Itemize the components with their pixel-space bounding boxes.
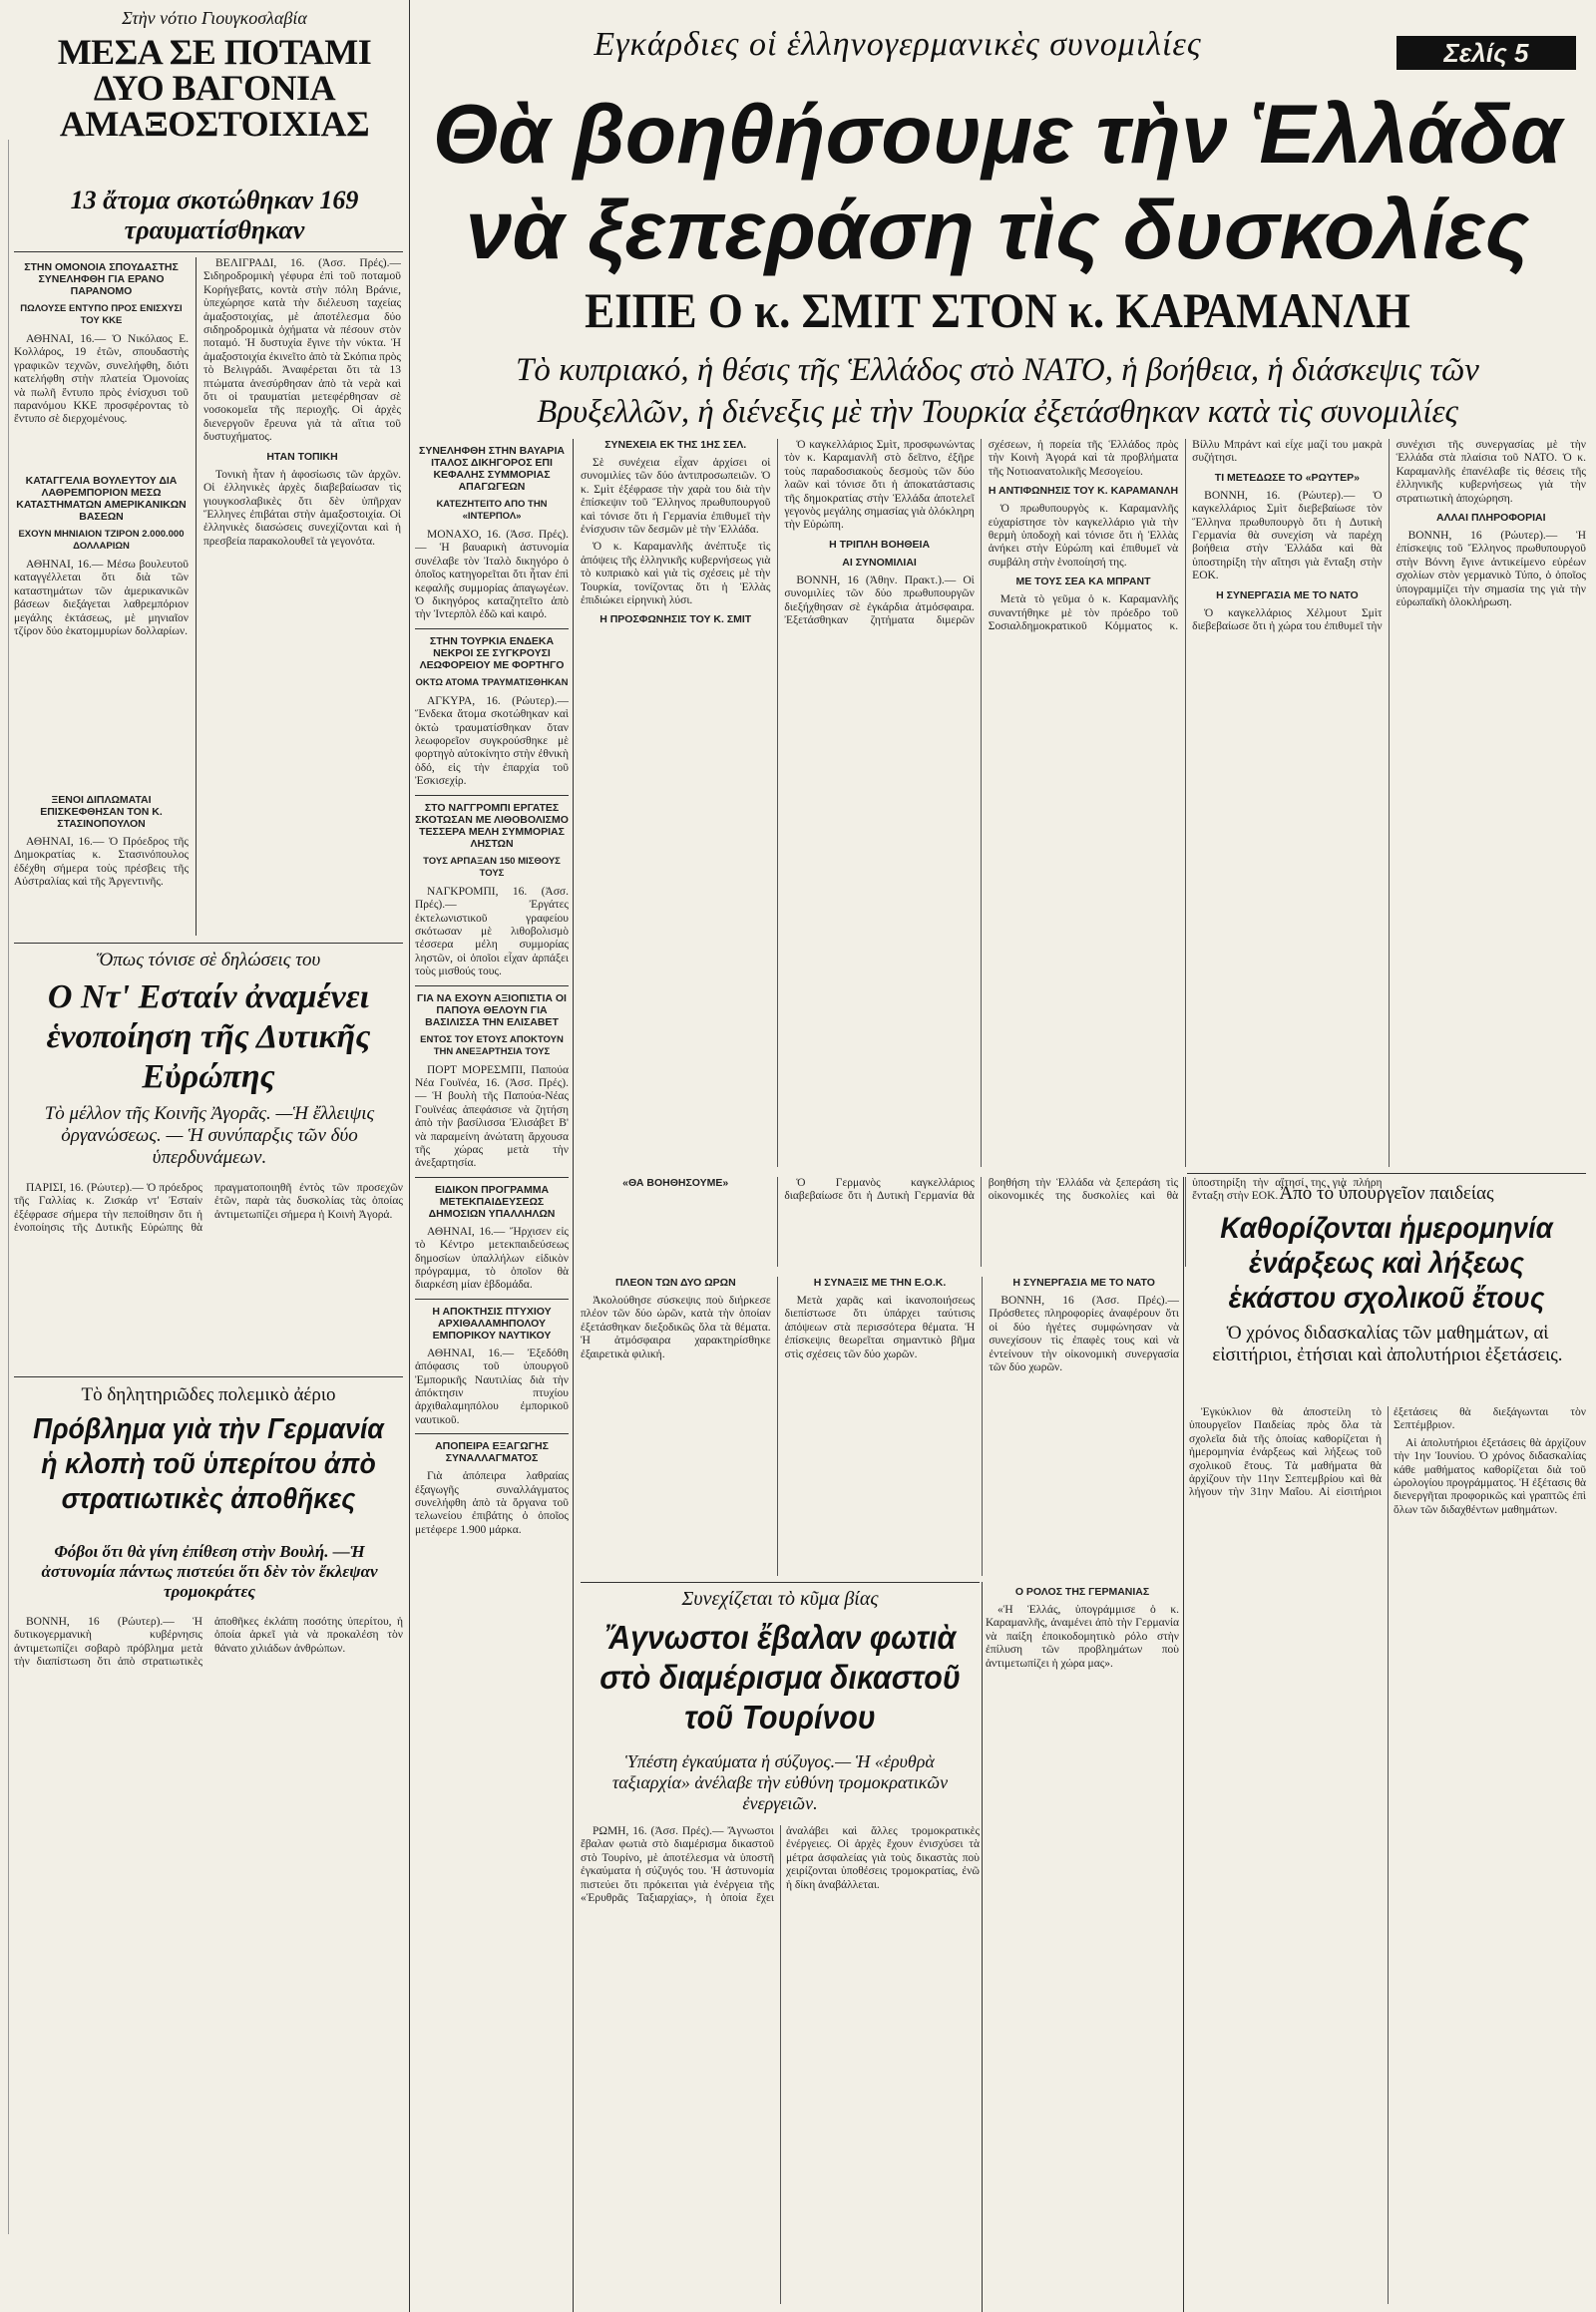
- rail-deck: 13 ἄτομα σκοτώθηκαν 169 τραυματίσθηκαν: [70, 186, 359, 244]
- gas-kicker: Τὸ δηλητηριῶδες πολεμικὸ ἀέριο: [81, 1384, 336, 1405]
- talks-sec11: ΑΛΛΑΙ ΠΛΗΡΟΦΟΡΙΑΙ: [1435, 512, 1546, 525]
- top-kicker: Εγκάρδιες οἱ ἑλληνογερμανικὲς συνομιλίες: [594, 26, 1202, 63]
- colA-box7-title: ΑΠΟΠΕΙΡΑ ΕΞΑΓΩΓΗΣ ΣΥΝΑΛΛΑΓΜΑΤΟΣ: [435, 1440, 549, 1465]
- colA-box1-subtitle: ΚΑΤΕΖΗΤΕΙΤΟ ΑΠΟ ΤΗΝ «ΙΝΤΕΡΠΟΛ»: [436, 499, 548, 522]
- rail-box3: [14, 788, 189, 928]
- talks-p8: Μετὰ χαρᾶς καὶ ἱκανοποιήσεως διεπίστωσε ὅτι ὑπάρχει ταύτισις ἀπόψεων στὰ περισσότερα θέματα. Ἡ ἐπίσκεψις θεωρεῖται σημαντικὸ βῆμα στὶς σχέσεις τῶν δύο χωρῶν.: [784, 1295, 976, 1360]
- rail-headline: ΜΕΣΑ ΣΕ ΠΟΤΑΜΙ ΔΥΟ ΒΑΓΟΝΙΑ ΑΜΑΞΟΣΤΟΙΧΙΑΣ: [57, 32, 372, 144]
- talks-continuation: ΣΥΝΕΧΕΙΑ ΕΚ ΤΗΣ 1ΗΣ ΣΕΛ.: [604, 439, 747, 451]
- turin-text: [581, 1825, 980, 2304]
- colA-box4-text: ΠΟΡΤ ΜΟΡΕΣΜΠΙ, Παπούα Νέα Γουϊνέα, 16. (Ἀσσ. Πρές).— Ἡ βουλὴ τῆς Παπούα-Νέας Γουϊνέας ἀπεφάσισε νὰ ζητήση ἀπὸ τὴν βασίλισσα Ἐλισάβετ Β' νὰ παραμείνη ἀνώτατη ἄρχουσα τῆς χώρας μετὰ τὴν ἀνεξαρτησία.: [415, 1063, 569, 1170]
- colA-box3-text: ΝΑΓΚΡΟΜΠΙ, 16. (Ἀσσ. Πρές).— Ἐργάτες ἐκτελωνιστικοῦ γραφείου σκότωσαν μὲ λιθοβολισμὸ τέσσερα μέλη συμμορίας ληστῶν, οἱ ὁποῖοι εἶχαν ἁρπάξει τοὺς μισθούς τους.: [415, 885, 569, 978]
- talks-article-continuation: [986, 1586, 1179, 2304]
- rail-box2: [14, 469, 189, 768]
- rail-box2-text: ΑΘΗΝΑΙ, 16.— Μέσω βουλευτοῦ καταγγέλλεται ὅτι διὰ τῶν καταστημάτων τῶν ἀμερικανικῶν βάσεων διεξάγεται λαθρεμπόριον μεγάλης ἐκτάσεως, μὲ μηνιαῖον τζίρον δύο ἑκατομμυρίων δολλαρίων.: [14, 559, 189, 638]
- talks-sec4: Η ΠΡΟΣΦΩΝΗΣΙΣ ΤΟΥ Κ. ΣΜΙΤ: [599, 613, 752, 626]
- talks-p10: Μετὰ τὸ γεῦμα ὁ κ. Καραμανλῆς συναντήθηκε μὲ τὸν πρόεδρο τοῦ Σοσιαλδημοκρατικοῦ Κόμματος κ. Βίλλυ Μπράντ καὶ εἶχε μαζί του μακρὰ συζήτησι.: [988, 439, 1383, 633]
- rail-box1-subtitle: ΠΩΛΟΥΣΕ ΕΝΤΥΠΟ ΠΡΟΣ ΕΝΙΣΧΥΣΙ ΤΟΥ ΚΚΕ: [20, 303, 183, 326]
- colA-box3-title: ΣΤΟ ΝΑΓΓΡΟΜΠΙ ΕΡΓΑΤΕΣ ΣΚΟΤΩΣΑΝ ΜΕ ΛΙΘΟΒΟΛΙΣΜΟ ΤΕΣΣΕΡΑ ΜΕΛΗ ΣΥΜΜΟΡΙΑΣ ΛΗΣΤΩΝ: [415, 801, 569, 850]
- school-kicker: Ἀπὸ τὸ ὑπουργεῖον παιδείας: [1279, 1183, 1494, 1204]
- talks-p2: Ὁ κ. Καραμανλῆς ἀνέπτυξε τὶς ἀπόψεις τῆς ἑλληνικῆς κυβερνήσεως γιὰ τὸ κυπριακὸ καὶ γιὰ τὶς σχέσεις μὲ τὴν Τουρκία, τονίζοντας ὅτι ἡ Ἑλλὰς ἐπιδιώκει εἰρηνικὴ λύσι.: [581, 541, 771, 607]
- train-tag: ΗΤΑΝ ΤΟΠΙΚΗ: [266, 450, 338, 463]
- school-paragraph-1: Ἐγκύκλιον θὰ ἀποστείλη τὸ ὑπουργεῖον Παιδείας πρὸς ὅλα τὰ σχολεῖα διὰ τῆς ὁποίας καθορίζεται ἡ ἡμερομηνία ἐνάρξεως καὶ λήξεως τοῦ σχολικοῦ ἔτους. Τὰ μαθήματα θὰ ἀρχίζουν τὴν 11ην Σεπτεμβρίου καὶ θὰ λήγουν τὴν 31ην Μαΐου. Αἱ εἰσιτήριοι ἐξετάσεις θὰ διεξάγωνται τὸν Σεπτέμβριον.: [1189, 1406, 1586, 1499]
- gas-paragraph: ΒΟΝΝΗ, 16 (Ρώυτερ).— Ἡ δυτικογερμανικὴ κυβέρνησις ἀντιμετωπίζει σοβαρὸ πρόβλημα μετὰ τὴν διαπίστωση ὅτι ἀπὸ στρατιωτικὲς ἀποθῆκες ἐκλάπη ποσότης ὑπερίτου, ἡ ὁποία ἀρκεῖ γιὰ νὰ προκαλέση τὸν θάνατο χιλιάδων ἀνθρώπων.: [14, 1616, 403, 1669]
- colA-box6-title: Η ΑΠΟΚΤΗΣΙΣ ΠΤΥΧΙΟΥ ΑΡΧΙΘΑΛΑΜΗΠΟΛΟΥ ΕΜΠΟΡΙΚΟΥ ΝΑΥΤΙΚΟΥ: [432, 1305, 552, 1342]
- talks-article-upper: [581, 439, 1586, 1167]
- turin-kicker: Συνεχίζεται τὸ κῦμα βίας: [681, 1588, 879, 1610]
- rail-box1-title: ΣΤΗΝ ΟΜΟΝΟΙΑ ΣΠΟΥΔΑΣΤΗΣ ΣΥΝΕΛΗΦΘΗ ΓΙΑ ΕΡΑΝΟ ΠΑΡΑΝΟΜΟ: [24, 261, 179, 297]
- headline-line-1: Θὰ βοηθήσουμε τὴν Ἑλλάδα: [432, 87, 1563, 181]
- school-headline: Καθορίζονται ἡμερομηνία ἐνάρξεως καὶ λήξεως ἑκάστου σχολικοῦ ἔτους: [1220, 1212, 1553, 1315]
- talks-sec3: ΠΛΕΟΝ ΤΩΝ ΔΥΟ ΩΡΩΝ: [614, 1277, 736, 1289]
- talks-p7: Ὁ πρωθυπουργὸς κ. Καραμανλῆς εὐχαρίστησε τὸν καγκελλάριο γιὰ τὴν θερμὴ ὑποδοχὴ καὶ τόνισε ὅτι ἡ Ἑλλὰς ἀνήκει στὴν Εὐρώπη καὶ ἐπιθυμεῖ νὰ συμβάλη στὴν ἑνοποίησή της.: [988, 503, 1179, 569]
- rail-box2-subtitle: ΕΧΟΥΝ ΜΗΝΙΑΙΟΝ ΤΖΙΡΟΝ 2.000.000 ΔΟΛΛΑΡΙΩΝ: [18, 529, 185, 552]
- talks-sec5: Η ΑΝΤΙΦΩΝΗΣΙΣ ΤΟΥ Κ. ΚΑΡΑΜΑΝΛΗ: [988, 485, 1179, 498]
- talks-p4: Ὁ Γερμανὸς καγκελλάριος διαβεβαίωσε ὅτι ἡ Δυτικὴ Γερμανία θὰ βοηθήση τὴν Ἑλλάδα νὰ ξεπεράση τὶς οἰκονομικές της δυσκολίες καὶ θὰ ὑποστηρίξη τὴν αἴτησί της γιὰ πλήρη ἔνταξη στὴν ΕΟΚ.: [784, 1177, 1383, 1203]
- turin-paragraph: ΡΩΜΗ, 16. (Ἀσσ. Πρές).— Ἄγνωστοι ἔβαλαν φωτιὰ στὸ διαμέρισμα δικαστοῦ στὸ Τουρίνο, μὲ ἀποτέλεσμα νὰ ὑποστῆ ἐγκαύματα ἡ σύζυγός του. Ἡ ἀστυνομία πιστεύει ὅτι πρόκειται γιὰ ἐνέργεια τῆς «Ἐρυθρᾶς Ταξιαρχίας», ἡ ὁποία ἔχει ἀναλάβει καὶ ἄλλες τρομοκρατικὲς ἐνέργειες. Οἱ ἀρχὲς ἔχουν ἐνισχύσει τὰ μέτρα ἀσφαλείας γιὰ τοὺς δικαστὰς ποὺ χειρίζονται ὑποθέσεις τρομοκρατίας, ἐνῶ ἡ δίκη ἀναβάλλεται.: [581, 1825, 980, 1905]
- talks-p9: «Ἡ Ἑλλάς, ὑπογράμμισε ὁ κ. Καραμανλῆς, ἀναμένει ἀπὸ τὴν Γερμανία νὰ παίξη ἐποικοδομητικὸ ρόλο στὴν ἐπίλυση τῶν προβλημάτων ποὺ ἀντιμετωπίζει ἡ χώρα μας».: [986, 1604, 1179, 1670]
- school-paragraph-2: Αἱ ἀπολυτήριοι ἐξετάσεις θὰ ἀρχίζουν τὴν 1ην Ἰουνίου. Ὁ χρόνος διδασκαλίας κάθε μαθήματος καθορίζεται διὰ τοῦ ὡρολογίου προγράμματος. Ἡ ἐξέτασις θὰ διενεργῆται προφορικῶς καὶ γραπτῶς ἐπὶ ὅλων τῶν διδαχθέντων μαθημάτων.: [1394, 1436, 1586, 1516]
- talks-article-lower: [581, 1277, 1179, 1576]
- devaine-text: [14, 1182, 403, 1371]
- talks-sec2: «ΘΑ ΒΟΗΘΗΣΟΥΜΕ»: [622, 1177, 729, 1189]
- train-paragraph-2: Τονικὴ ἦταν ἡ ἀφοσίωσις τῶν ἀρχῶν. Οἱ ἐλληνικὲς ἀρχὲς διαβεβαίωσαν τὶς γιουγκοσλαβικὲς ὅτι δὲν ὑπῆρχαν Ἕλληνες ἐπιβάται στὴν ἁμαξοστοιχία. Οἱ ἑλληνικὲς διασώσεις συνεχίζονται καὶ ἡ πρεσβεία παρακολουθεῖ τὰ γεγονότα.: [203, 468, 401, 548]
- rail-box3-text: ΑΘΗΝΑΙ, 16.— Ὁ Πρόεδρος τῆς Δημοκρατίας κ. Στασινόπουλος ἐδέχθη σήμερα τοὺς πρέσβεις τῆς Αὐστραλίας καὶ τῆς Ἀργεντινῆς.: [14, 836, 189, 889]
- colA-box5-text: ΑΘΗΝΑΙ, 16.— Ἤρχισεν εἰς τὸ Κέντρο μετεκπαιδεύσεως δημοσίων ὑπαλλήλων εἰδικὸν πρόγραμμα, τὸ ὁποῖον θὰ διαρκέση μίαν ἑβδομάδα.: [415, 1225, 569, 1292]
- talks-sec12: Η ΣΥΝΕΡΓΑΣΙΑ ΜΕ ΤΟ ΝΑΤΟ: [1012, 1277, 1155, 1289]
- colA-box4-subtitle: ΕΝΤΟΣ ΤΟΥ ΕΤΟΥΣ ΑΠΟΚΤΟΥΝ ΤΗΝ ΑΝΕΞΑΡΤΗΣΙΑ ΤΟΥΣ: [420, 1033, 564, 1057]
- devaine-kicker: Ὅπως τόνισε σὲ δηλώσεις του: [96, 950, 321, 970]
- talks-p11: ΒΟΝΝΗ, 16. (Ρώυτερ).— Ὁ καγκελλάριος Σμὶτ διεβεβαίωσε τὸν Ἕλληνα πρωθυπουργὸ ὅτι ἡ Δυτικὴ Γερμανία θὰ συνεχίση νὰ παρέχη βοήθεια στὴν Ἑλλάδα καὶ θὰ ὑποστηρίξη τὴν αἴτησι γιὰ ἔνταξη στὴν ΕΟΚ.: [1192, 489, 1383, 582]
- talks-sec9: ΤΙ ΜΕΤΕΔΩΣΕ ΤΟ «ΡΩΥΤΕΡ»: [1214, 471, 1360, 484]
- colA-box1-title: ΣΥΝΕΛΗΦΘΗ ΣΤΗΝ ΒΑΥΑΡΙΑ ΙΤΑΛΟΣ ΔΙΚΗΓΟΡΟΣ ΕΠΙ ΚΕΦΑΛΗΣ ΣΥΜΜΟΡΙΑΣ ΑΠΑΓΩΓΕΩΝ: [419, 445, 565, 493]
- headline-line-3: ΕΙΠΕ Ο κ. ΣΜΙΤ ΣΤΟΝ κ. ΚΑΡΑΜΑΝΛΗ: [585, 282, 1410, 338]
- colA-box7-text: Γιὰ ἀπόπειρα λαθραίας ἐξαγωγῆς συναλλάγματος συνελήφθη ἀπὸ τὰ ὄργανα τοῦ τελωνείου ἐπιβάτης ὁ ὁποῖος μετέφερε 1.900 μάρκα.: [415, 1470, 569, 1536]
- colA-box2-text: ΑΓΚΥΡΑ, 16. (Ρώυτερ).— Ἕνδεκα ἄτομα σκοτώθηκαν καὶ ὀκτὼ τραυματίσθηκαν ὅταν λεωφορεῖον συγκρούσθηκε μὲ φορτηγὸ αὐτοκίνητο στὴν ἐθνικὴ ὁδό, εἰς τὴν ἐπαρχία τοῦ Ἐσκισεχίρ.: [415, 694, 569, 788]
- colA-box2-title: ΣΤΗΝ ΤΟΥΡΚΙΑ ΕΝΔΕΚΑ ΝΕΚΡΟΙ ΣΕ ΣΥΓΚΡΟΥΣΙ ΛΕΩΦΟΡΕΙΟΥ ΜΕ ΦΟΡΤΗΓΟ: [419, 634, 565, 671]
- headline-line-2: νὰ ξεπεράση τὶς δυσκολίες: [465, 183, 1530, 276]
- colA-box3-subtitle: ΤΟΥΣ ΑΡΠΑΞΑΝ 150 ΜΙΣΘΟΥΣ ΤΟΥΣ: [423, 855, 561, 879]
- gas-headline: Πρόβλημα γιὰ τὴν Γερμανία ἡ κλοπὴ τοῦ ὑπερίτου ἀπὸ στρατιωτικὲς ἀποθῆκες: [33, 1413, 384, 1515]
- rail-box1: [14, 259, 189, 459]
- colA-box4-title: ΓΙΑ ΝΑ ΕΧΟΥΝ ΑΞΙΟΠΙΣΤΙΑ ΟΙ ΠΑΠΟΥΑ ΘΕΛΟΥΝ ΓΙΑ ΒΑΣΙΛΙΣΣΑ ΤΗΝ ΕΛΙΣΑΒΕΤ: [417, 991, 567, 1028]
- left-edge-fragment: [0, 140, 9, 2234]
- devaine-paragraph: ΠΑΡΙΣΙ, 16. (Ρώυτερ).— Ὁ πρόεδρος τῆς Γαλλίας κ. Ζισκάρ ντ' Ἐσταίν ἐξέφρασε σήμερα τὴν πεποίθησιν ὅτι ἡ ἑνοποίησις τῆς Δυτικῆς Εὐρώπης θὰ πραγματοποιηθῆ ἐντὸς τῶν προσεχῶν ἐτῶν, παρὰ τὰς δυσκολίας τὰς ὁποίας ἀντιμετωπίζει σήμερα ἡ Κοινὴ Ἀγορά.: [14, 1182, 403, 1235]
- rail-box1-text: ΑΘΗΝΑΙ, 16.— Ὁ Νικόλαος Ε. Κολλάρος, 19 ἐτῶν, σπουδαστὴς γραφικῶν τεχνῶν, συνελήφθη, διότι κατελήφθη στὴν πλατεία Ὁμονοίας νὰ πωλῆ ἔντυπο πρὸς ἐνίσχυσι τοῦ παρανόμου ΚΚΕ προσφέροντας τὸ ἔντυπο σὲ διερχομένους.: [14, 333, 189, 426]
- gas-deck: Φόβοι ὅτι θὰ γίνη ἐπίθεση στὴν Βουλή. —Ἡ ἀστυνομία πάντως πιστεύει ὅτι δὲν τὸν ἔκλεψαν τρομοκράτες: [41, 1542, 378, 1601]
- rail-box3-title: ΞΕΝΟΙ ΔΙΠΛΩΜΑΤΑΙ ΕΠΙΣΚΕΦΘΗΣΑΝ ΤΟΝ Κ. ΣΤΑΣΙΝΟΠΟΥΛΟΝ: [40, 794, 163, 830]
- colA-box6-text: ΑΘΗΝΑΙ, 16.— Ἐξεδόθη ἀπόφασις τοῦ ὑπουργοῦ Ἐμπορικῆς Ναυτιλίας διὰ τὴν ἀπόκτησιν πτυχίου ἀρχιθαλαμηπόλου ἐμπορικοῦ ναυτικοῦ.: [415, 1347, 569, 1426]
- train-text: [203, 257, 401, 936]
- talks-sec8: ΜΕ ΤΟΥΣ ΣΕΑ ΚΑ ΜΠΡΑΝΤ: [1015, 576, 1151, 588]
- devaine-headline: Ο Ντ' Εσταίν ἀναμένει ἑνοποίηση τῆς Δυτικῆς Εὐρώπης: [46, 978, 371, 1095]
- talks-sec10: Η ΣΥΝΕΡΓΑΣΙΑ ΜΕ ΤΟ ΝΑΤΟ: [1216, 588, 1359, 601]
- talks-sec6: Η ΣΥΝΑΞΙΣ ΜΕ ΤΗΝ Ε.Ο.Κ.: [813, 1277, 947, 1289]
- talks-p6: Ὁ καγκελλάριος Σμὶτ, προσφωνώντας τὸν κ. Καραμανλῆ στὸ δεῖπνο, ἐξῆρε τοὺς παραδοσιακοὺς δεσμοὺς τῶν δύο λαῶν καὶ τόνισε ὅτι ἡ ἀποκατάστασις τῆς δημοκρατίας στὴν Ἑλλάδα ἀποτελεῖ γεγονὸς μεγάλης σημασίας γιὰ ὁλόκληρη τὴν Εὐρώπη.: [784, 439, 975, 532]
- short-items-column: [415, 439, 569, 2304]
- talks-sec1b: ΑΙ ΣΥΝΟΜΙΛΙΑΙ: [842, 556, 917, 569]
- subhead: Τὸ κυπριακό, ἡ θέσις τῆς Ἑλλάδος στὸ ΝΑΤΟ, ἡ βοήθεια, ἡ διάσκεψις τῶν Βρυξελλῶν, ἡ διένεξις μὲ τὴν Τουρκία ἐξετάσθηκαν κατὰ τὶς συνομιλίες: [516, 352, 1479, 430]
- talks-p14: ΒΟΝΝΗ, 16 (Ἀσσ. Πρές).— Πρόσθετες πληροφορίες ἀναφέρουν ὅτι οἱ δύο ἡγέτες συμφώνησαν νὰ συνεχίσουν τὶς ἐπαφὲς τους καὶ νὰ ἐντείνουν τὴν οἰκονομικὴ συνεργασία τῶν δύο χωρῶν.: [989, 1295, 1179, 1374]
- school-deck: Ὁ χρόνος διδασκαλίας τῶν μαθημάτων, αἱ εἰσιτήριοι, ἐτήσιαι καὶ ἀπολυτήριοι ἐξετάσεις.: [1212, 1323, 1563, 1365]
- turin-deck: Ὑπέστη ἐγκαύματα ἡ σύζυγος.— Ἡ «ἐρυθρὰ ταξιαρχία» ἀνέλαβε τὴν εὐθύνη τρομοκρατικῶν ἐνεργειῶν.: [611, 1751, 949, 1813]
- talks-p13: ΒΟΝΝΗ, 16 (Ρώυτερ).— Ἡ ἐπίσκεψις τοῦ Ἕλληνος πρωθυπουργοῦ στὴν Βόννη ἔγινε ἀντικείμενο εὐρέων σχολίων στὸν γερμανικὸ Τύπο, ὁ ὁποῖος ὑπογραμμίζει τὴν σημασία της γιὰ τὴν εὐρωπαϊκὴ ὁλοκλήρωση.: [1396, 530, 1586, 609]
- colA-box2-subtitle: ΟΚΤΩ ΑΤΟΜΑ ΤΡΑΥΜΑΤΙΣΘΗΚΑΝ: [415, 676, 569, 688]
- rail-box2-title: ΚΑΤΑΓΓΕΛΙΑ ΒΟΥΛΕΥΤΟΥ ΔΙΑ ΛΑΘΡΕΜΠΟΡΙΟΝ ΜΕΣΩ ΚΑΤΑΣΤΗΜΑΤΩΝ ΑΜΕΡΙΚΑΝΙΚΩΝ ΒΑΣΕΩΝ: [16, 475, 187, 523]
- rail-kicker: Στὴν νότιο Γιουγκοσλαβία: [122, 8, 307, 28]
- turin-headline: Ἄγνωστοι ἔβαλαν φωτιὰ στὸ διαμέρισμα δικαστοῦ τοῦ Τουρίνου: [599, 1619, 961, 1735]
- page-badge: Σελίς 5: [1396, 36, 1576, 70]
- talks-p3: ΒΟΝΝΗ, 16 (Ἀθην. Πρακτ.).— Οἱ συνομιλίες τῶν δύο πρωθυπουργῶν διεξήχθησαν σὲ ἐγκάρδια ἀτμόσφαιρα. Ἐξετάσθηκαν ζητήματα διμερῶν σχέσεων, ἡ πορεία τῆς Ἑλλάδος πρὸς τὴν Κοινὴ Ἀγορά καὶ τὰ προβλήματα τῆς Νοτιοανατολικῆς Μεσογείου.: [784, 439, 1179, 627]
- talks-sec7: Ο ΡΟΛΟΣ ΤΗΣ ΓΕΡΜΑΝΙΑΣ: [1014, 1586, 1150, 1598]
- colA-box5-title: ΕΙΔΙΚΟΝ ΠΡΟΓΡΑΜΜΑ ΜΕΤΕΚΠΑΙΔΕΥΣΕΩΣ ΔΗΜΟΣΙΩΝ ΥΠΑΛΛΗΛΩΝ: [428, 1183, 556, 1220]
- devaine-deck: Τὸ μέλλον τῆς Κοινῆς Ἀγορᾶς. —Ἡ ἔλλειψις ὀργανώσεως. — Ἡ συνύπαρξις τῶν δύο ὑπερδυνάμεων.: [44, 1103, 375, 1168]
- talks-p1: Σὲ συνέχεια εἶχαν ἀρχίσει οἱ συνομιλίες τῶν δύο ἀντιπροσωπειῶν. Ὁ κ. Σμὶτ ἐξέφρασε τὴν χαρὰ του διὰ τὴν ἐπίσκεψιν τοῦ Ἕλληνος πρωθυπουργοῦ καὶ τόνισε ὅτι ἡ Γερμανία ἐπιθυμεῖ τὴν ἐνίσχυσιν τῶν δεσμῶν μὲ τὴν Ἑλλάδα.: [581, 457, 771, 537]
- colA-box1-text: ΜΟΝΑΧΟ, 16. (Ἀσσ. Πρές).— Ἡ βαυαρικὴ ἀστυνομία συνέλαβε τὸν Ἰταλὸ δικηγόρο ὁ ὁποῖος κατηγορεῖται ὅτι ἦταν ἐπὶ κεφαλῆς συμμορίας ἀπαγωγέων. Ὁ δικηγόρος καταζητεῖτο ἀπὸ τὴν Ἰντερπὸλ ἐδῶ καὶ καιρό.: [415, 529, 569, 621]
- talks-sec1: Η ΤΡΙΠΛΗ ΒΟΗΘΕΙΑ: [829, 538, 931, 551]
- school-text: [1189, 1406, 1586, 2304]
- gas-text: [14, 1616, 403, 2304]
- talks-p5: Ἀκολούθησε σύσκεψις ποὺ διήρκεσε πλέον τῶν δύο ὡρῶν, κατὰ τὴν ὁποίαν ἐξετάσθηκαν διεξοδικῶς ὅλα τὰ θέματα. Ἡ ἀτμόσφαιρα χαρακτηρίσθηκε ἐξαιρετικὰ φιλική.: [581, 1295, 771, 1360]
- talks-p12: Ὁ καγκελλάριος Χέλμουτ Σμὶτ διεβεβαίωσε ὅτι ἡ χώρα του ἐπιθυμεῖ τὴν συνέχισι τῆς συνεργασίας μὲ τὴν Ἑλλάδα στὰ πλαίσια τοῦ ΝΑΤΟ. Ὁ κ. Καραμανλῆς ἐπανέλαβε τὶς θέσεις τῆς ἑλληνικῆς κυβερνήσεως γιὰ τὴν στρατιωτικὴ ἀποχώρηση.: [1192, 439, 1586, 633]
- train-paragraph: ΒΕΛΙΓΡΑΔΙ, 16. (Ἀσσ. Πρές).— Σιδηροδρομικὴ γέφυρα ἐπὶ τοῦ ποταμοῦ Κορήγεβατς, κοντὰ στὴν πόλη Βράνιε, ὑπεχώρησε κατὰ τὴν διέλευση ταχείας ἁμαξοστοιχίας, μὲ ἀποτέλεσμα δύο σιδηροδρομικὰ ὀχήματα νὰ πέσουν στὸν ποταμό. Ἡ δυστυχία ἔγινε τὴν νύκτα. Ἡ ἁμαξοστοιχία ἐκινεῖτο ἀπὸ τὰ Σκόπια πρὸς τὸ Βελιγράδι. Ἀναφέρεται ὅτι τὰ 13 πτώματα ἀνεσύρθησαν ἀπὸ τὰ νερὰ καὶ ὅτι οἱ τραυματίαι μετεφέρθησαν σὲ νοσοκομεῖα τῆς περιοχῆς. Οἱ ἀρχὲς διενεργοῦν ἔρευνα γιὰ τὰ αἴτια τοῦ δυστυχήματος.: [203, 257, 401, 444]
